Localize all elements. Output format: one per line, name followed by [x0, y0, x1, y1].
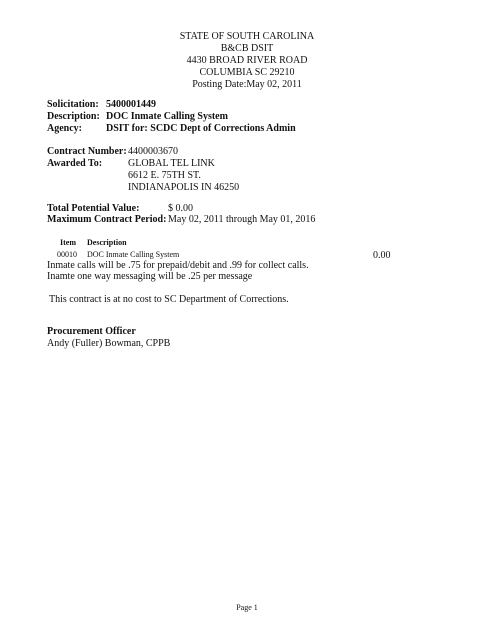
contract-period-label: Maximum Contract Period:: [47, 214, 167, 225]
description-column-header: Description: [87, 238, 127, 247]
contract-period-value: May 02, 2011 through May 01, 2016: [168, 214, 316, 225]
header-state: STATE OF SOUTH CAROLINA: [179, 31, 315, 42]
page-number: Page 1: [236, 603, 258, 612]
awarded-city: INDIANAPOLIS IN 46250: [128, 182, 240, 193]
contract-number-value: 4400003670: [128, 146, 178, 157]
posting-date: Posting Date:May 02, 2011: [192, 79, 302, 90]
header-address: 4430 BROAD RIVER ROAD: [186, 55, 308, 66]
awarded-label: Awarded To:: [47, 158, 103, 169]
header-dept: B&CB DSIT: [220, 43, 274, 54]
procurement-officer-label: Procurement Officer: [47, 326, 136, 337]
messaging-note: Inamte one way messaging will be .25 per message: [47, 271, 253, 282]
item-column-header: Item: [60, 238, 76, 247]
agency-label: Agency:: [47, 123, 82, 134]
description-value: DOC Inmate Calling System: [106, 111, 228, 122]
awarded-street: 6612 E. 75TH ST.: [128, 170, 201, 181]
header-city: COLUMBIA SC 29210: [199, 67, 295, 78]
awarded-company: GLOBAL TEL LINK: [128, 158, 215, 169]
rate-note: Inmate calls will be .75 for prepaid/debit and .99 for collect calls.: [47, 260, 309, 271]
procurement-officer-name: Andy (Fuller) Bowman, CPPB: [47, 338, 171, 349]
item-amount: 0.00: [373, 250, 391, 261]
solicitation-label: Solicitation:: [47, 99, 99, 110]
agency-value: DSIT for: SCDC Dept of Corrections Admin: [106, 123, 296, 134]
solicitation-value: 5400001449: [106, 99, 156, 110]
item-number: 00010: [57, 250, 77, 259]
total-value-amount: $ 0.00: [168, 203, 193, 214]
description-label: Description:: [47, 111, 100, 122]
contract-number-label: Contract Number:: [47, 146, 127, 157]
cost-note: This contract is at no cost to SC Department of Corrections.: [49, 294, 289, 305]
item-description: DOC Inmate Calling System: [87, 250, 180, 259]
total-value-label: Total Potential Value:: [47, 203, 140, 214]
